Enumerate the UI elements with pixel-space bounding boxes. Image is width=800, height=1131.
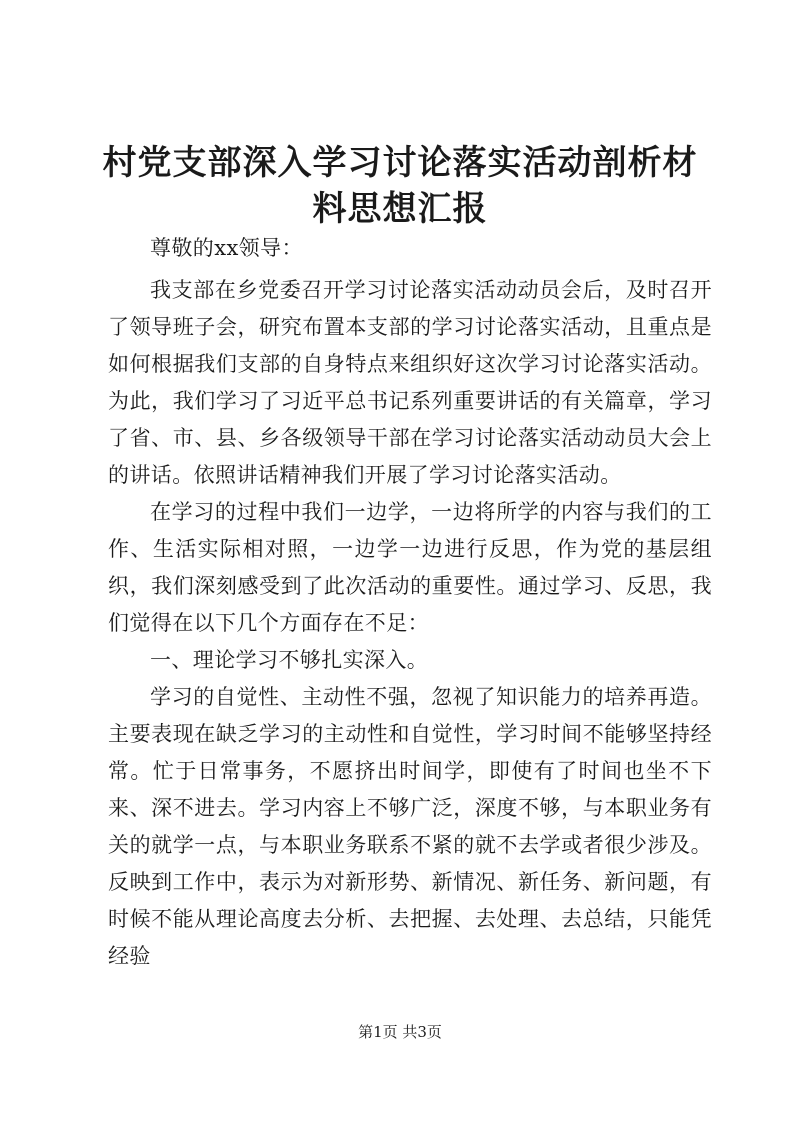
paragraph: 在学习的过程中我们一边学，一边将所学的内容与我们的工作、生活实际相对照，一边学一边进行反思，作为党的基层组织，我们深刻感受到了此次活动的重要性。通过学习、反思，我们觉得在以下几个方面存在不足：: [108, 500, 712, 635]
document-body: [108, 230, 712, 975]
section-heading: 一、理论学习不够扎实深入。: [150, 648, 429, 672]
salutation: 尊敬的xx领导：: [150, 236, 303, 260]
page-footer: 第1页 共3页: [358, 1023, 442, 1041]
paragraph: 学习的自觉性、主动性不强，忽视了知识能力的培养再造。主要表现在缺乏学习的主动性和自觉性，学习时间不能够坚持经常。忙于日常事务，不愿挤出时间学，即使有了时间也坐不下来、深不进去。学习内容上不够广泛，深度不够，与本职业务有关的就学一点，与本职业务联系不紧的就不去学或者很少涉及。反映到工作中，表示为对新形势、新情况、新任务、新问题，有时候不能从理论高度去分析、去把握、去处理、去总结，只能凭经验: [108, 685, 712, 968]
document-title: 村党支部深入学习讨论落实活动剖析材料思想汇报: [102, 143, 698, 229]
paragraph: 我支部在乡党委召开学习讨论落实活动动员会后，及时召开了领导班子会，研究布置本支部的学习讨论落实活动，且重点是如何根据我们支部的自身特点来组织好这次学习讨论落实活动。为此，我们学习了习近平总书记系列重要讲话的有关篇章，学习了省、市、县、乡各级领导干部在学习讨论落实活动动员大会上的讲话。依照讲话精神我们开展了学习讨论落实活动。: [108, 278, 712, 487]
